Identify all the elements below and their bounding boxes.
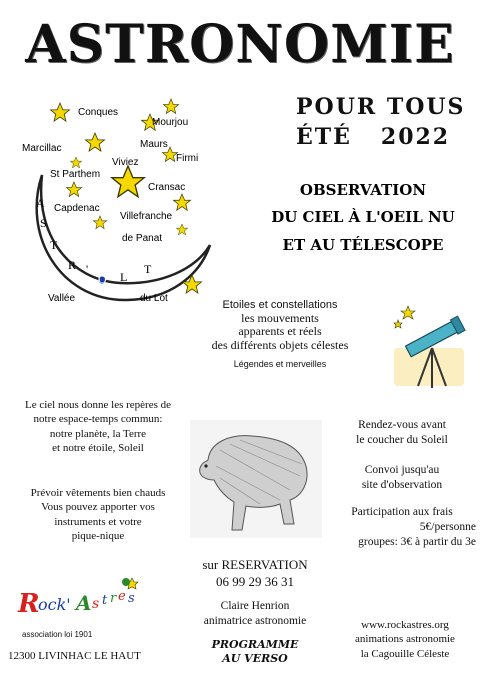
place-label: Vallée [48,293,76,304]
advice-paragraph [8,486,188,543]
moon-letter: S [40,216,47,230]
text-line: 5€/personne [419,520,476,533]
text-line: Convoi jusqu'au [364,464,440,476]
contact-name: Claire Henrion [220,600,290,612]
observation-line3: ET AU TÉLESCOPE [282,236,444,254]
text-line: Le ciel nous donne les repères de [25,399,171,411]
moon-letter: O [98,272,107,286]
text-line: Participation aux frais [351,506,453,518]
association-label: association loi 1901 [22,630,93,639]
participation-text [328,505,476,550]
place-label: Maurs [140,139,168,150]
svg-text:e: e [118,589,126,604]
text-line: Prévoir vêtements bien chauds [30,487,166,499]
star-icon [173,194,190,210]
text-line: PROGRAMME [211,638,299,651]
svg-text:r: r [110,591,117,606]
observation-line1: OBSERVATION [299,181,427,199]
place-label: du Lot [140,293,168,304]
contact-role: animatrice astronomie [203,614,307,627]
moon-letter: A [36,196,45,210]
star-icon [86,133,105,151]
star-icon [401,306,415,319]
place-label: Mourjou [152,117,189,128]
themes-box [195,299,365,369]
place-label: de Panat [122,233,163,244]
svg-text:A: A [76,591,92,615]
text-line: et notre étoile, Soleil [52,441,144,454]
moon-letter: T [144,262,152,276]
rendezvous-text [328,418,476,448]
svg-text:R: R [18,589,40,619]
svg-text:t: t [102,593,108,608]
reservation-block [180,557,330,591]
themes-line1: Etoiles et constellations [222,299,338,311]
place-label: Cransac [148,182,186,193]
text-line: Vous pouvez apporter vos [41,501,155,514]
text-line: le coucher du Soleil [356,433,448,446]
star-icon [66,182,81,196]
star-icon [163,99,178,113]
star-icon [70,157,81,168]
sky-paragraph [8,398,188,455]
moon-letter: ' [86,262,89,276]
subtitle-line1: POUR TOUS [296,94,466,120]
svg-text:ock': ock' [38,595,71,614]
text-line: instruments et votre [54,515,142,528]
place-label: St Parthem [50,169,101,180]
great-bear-engraving [190,420,322,538]
page-title: ASTRONOMIE [25,14,455,75]
moon-letter: T [50,238,58,252]
star-icon [394,320,402,328]
programme-note [180,638,330,667]
text-line: la Cagouille Céleste [360,647,450,660]
text-line: notre planète, la Terre [49,427,147,440]
place-label: Capdenac [54,203,100,214]
reservation-label: sur RESERVATION [202,557,308,572]
subtitle-line2: ÉTÉ 2022 [296,124,451,150]
contact-block [180,599,330,629]
text-line: pique-nique [71,529,125,542]
star-icon [176,224,187,235]
themes-line3: apparents et réels [238,324,322,339]
place-label: Villefranche [120,211,173,222]
svg-text:s: s [92,596,100,612]
place-label: Firmi [176,153,199,164]
text-line: Rendez-vous avant [358,419,446,431]
svg-text:s: s [128,591,135,606]
observation-line2: DU CIEL À L'OEIL NU [271,208,455,226]
web-block [332,618,478,661]
address: 12300 LIVINHAC LE HAUT [8,650,141,662]
text-line: animations astronomie [355,633,455,646]
phone-number[interactable]: 06 99 29 36 31 [216,573,294,589]
convoy-text [328,463,476,493]
place-label: Conques [78,107,119,118]
star-icon [51,103,70,121]
text-line: site d'observation [361,478,443,491]
website-link[interactable]: www.rockastres.org [361,619,449,631]
telescope-illustration [384,300,474,395]
text-line: groupes: 3€ à partir du 3e [358,535,476,548]
moon-letter: L [120,270,128,284]
themes-line5: Légendes et merveilles [233,359,327,370]
rockastres-logo [14,572,154,630]
place-label: Viviez [112,157,139,168]
themes-line4: des différents objets célestes [211,338,349,353]
themes-line2: les mouvements [241,310,319,325]
star-icon [112,166,144,197]
star-icon [93,216,106,229]
text-line: notre espace-temps commun: [33,413,163,426]
place-label: Marcillac [22,143,62,154]
text-line: AU VERSO [222,652,288,666]
moon-map-graphic [20,95,230,310]
moon-letter: R [68,258,77,272]
